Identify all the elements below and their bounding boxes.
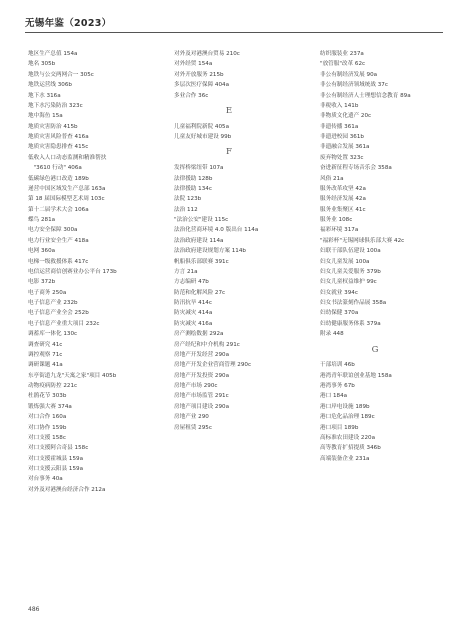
index-entry: "法治公安"建设 115c <box>174 217 229 223</box>
index-entry: 非遗融合发展 361a <box>320 144 370 151</box>
index-entry: 妇幼健康服务体系 379a <box>320 320 381 327</box>
index-entry: 杜鹃花节 303b <box>28 393 67 400</box>
index-entry: 防汛抗旱 414c <box>174 300 212 306</box>
index-entry: 房地产市场 290c <box>174 383 218 389</box>
index-entry: 妇女儿童发展 100a <box>320 258 370 265</box>
index-entry: 福彩环境 317a <box>320 227 359 234</box>
index-entry: 电信运营商信创赛业办公平台 173b <box>28 268 117 275</box>
index-entry: 调查研究 41c <box>28 341 63 348</box>
index-entry: 对口支援云阳县 159a <box>28 466 84 472</box>
index-entry: 港湾青年联谊创业基地 158a <box>320 372 392 379</box>
index-entry: 对口支援阿合奇县 158c <box>28 445 89 452</box>
index-entry: 非公有制经济领域统战 37c <box>320 82 388 89</box>
index-entry: 房屋租赁 295c <box>174 424 212 431</box>
index-entry: 电影 372b <box>28 279 56 286</box>
index-entry: 对口支援 158c <box>28 434 66 441</box>
index-entry: 港口危化品治理 189c <box>320 414 375 421</box>
index-entry: "放管服"改革 62c <box>320 61 366 68</box>
index-entry: 地铁与公交两网合一 305c <box>28 71 94 78</box>
index-entry: 非物质文化遗产 20c <box>320 113 372 120</box>
index-entry: 法治 112 <box>174 206 198 213</box>
index-entry: 妇女就业 394c <box>320 289 358 296</box>
index-entry: 对台事务 40a <box>28 476 63 483</box>
index-entry: 房地产市场监管 291c <box>174 393 229 400</box>
index-entry: 服务改革攻坚 42a <box>320 185 366 192</box>
index-entry: 房地产项目建设 290a <box>174 403 230 410</box>
index-entry: 防范和化解风险 27c <box>174 289 226 296</box>
index-column-3 <box>320 49 450 464</box>
index-entry: 电力安全保障 300a <box>28 227 78 234</box>
index-entry: 法治政府建设 114a <box>174 237 224 244</box>
index-entry: 法院 123b <box>174 196 202 203</box>
index-entry: 对口支援霍城县 159a <box>28 455 84 462</box>
index-entry: 港口项目 189b <box>320 424 359 431</box>
index-entry: 房地产开发投资 290a <box>174 372 230 379</box>
index-entry: 非遗传播 361a <box>320 123 359 130</box>
index-entry: 高等教育扩招提质 346b <box>320 445 381 452</box>
index-entry: 高标准农田建设 220a <box>320 434 376 441</box>
index-entry: 妇女儿童关爱服务 379b <box>320 268 381 275</box>
index-letter-heading: G <box>371 344 379 355</box>
index-entry: 对外经贸 154a <box>174 61 213 68</box>
index-entry: 非税收入 141b <box>320 102 359 109</box>
index-entry: 调控观察 71c <box>28 351 63 358</box>
index-entry: 儿童福利院新院 405a <box>174 123 230 130</box>
index-entry: 干部培训 46b <box>320 362 355 369</box>
index-entry: 法治化营商环境 4.0 版出台 114a <box>174 227 259 234</box>
index-entry: 房产经纪和中介机构 291c <box>174 341 240 348</box>
index-entry: 地中海鱼 15a <box>28 113 63 120</box>
index-entry: 方志编研 47b <box>174 279 209 286</box>
index-entry: 附录 448 <box>320 331 344 338</box>
index-entry: 高端装备企业 231a <box>320 455 370 462</box>
index-entry: 动物疫病防控 221c <box>28 383 78 389</box>
index-entry: "福彩杯"无锡网球俱乐部大赛 42c <box>320 237 405 244</box>
index-entry: 递营中国区域发生产总部 163a <box>28 185 106 192</box>
index-entry: 非公有制经济人士理想信念教育 89a <box>320 92 411 99</box>
index-entry: 地铁运营线 306b <box>28 82 72 89</box>
index-entry: 帆船俱乐部联赛 391c <box>174 258 229 265</box>
index-entry: 废弃物处置 323c <box>320 154 364 161</box>
index-entry: 港湾事务 67b <box>320 383 355 389</box>
index-entry: 电梯一级救援体系 417c <box>28 258 89 265</box>
index-entry: 防灾减灾 416a <box>174 320 213 327</box>
index-entry: 电子信息产业重大项目 232c <box>28 320 100 327</box>
index-entry: 服务业 108c <box>320 217 353 223</box>
index-entry: 房地产开发企业营商管理 290c <box>174 362 252 369</box>
index-entry: 低碳绿色港口改造 189b <box>28 175 89 182</box>
index-entry: 法律援助 134c <box>174 185 212 192</box>
index-entry: 风俗 21a <box>320 175 344 182</box>
index-entry: 非遗进校园 361b <box>320 134 364 140</box>
index-entry: 法律援助 128b <box>174 175 213 182</box>
index-entry: 地质灾害风险普查 416a <box>28 134 89 140</box>
index-entry: 儿童友好城市建设 99b <box>174 134 232 140</box>
index-entry: 奋进新征程专场音乐会 358a <box>320 165 392 172</box>
index-entry: "3610 行动" 406a <box>28 165 82 172</box>
index-entry: 非公有制经济发展 90a <box>320 71 378 78</box>
index-letter-heading: E <box>225 105 233 116</box>
index-letter-heading: F <box>226 147 232 158</box>
index-entry: 对口合作 160a <box>28 414 67 421</box>
index-entry: 纺织服装业 237a <box>320 51 364 57</box>
index-column-1 <box>28 49 158 495</box>
index-entry: 地下水 316a <box>28 92 61 99</box>
index-entry: 服务经济发展 42a <box>320 196 366 203</box>
index-entry: 方言 21a <box>174 268 198 275</box>
index-entry: 港口 184a <box>320 393 348 400</box>
index-entry: 地质灾害防治 415b <box>28 123 78 130</box>
index-entry: 多层次医疗保障 404a <box>174 82 230 89</box>
index-entry: 妇联干部队伍建设 100a <box>320 248 381 255</box>
index-entry: 低收入人口动态监测和精准帮扶 <box>28 154 107 161</box>
index-entry: 对外及对港澳台贸易 210c <box>174 51 240 57</box>
index-entry: 锻炼强大赛 374a <box>28 403 72 410</box>
index-entry: 东亭街道九龙"天寓之家"项目 405b <box>28 372 117 379</box>
index-entry: 对外及对港澳台经济合作 212a <box>28 486 106 493</box>
index-entry: 电子信息产业全会 252b <box>28 310 89 317</box>
index-entry: 电子商务 250a <box>28 289 67 296</box>
index-entry: 房地产开发经营 290a <box>174 351 230 358</box>
index-column-2 <box>174 49 304 433</box>
index-entry: 地质灾害隐患排查 415c <box>28 144 89 151</box>
index-entry: 房产测绘数据 292a <box>174 331 224 338</box>
index-entry: 发挥桥梁纽带 107a <box>174 165 224 172</box>
index-entry: 第 18 届国际模型艺术周 103c <box>28 196 105 203</box>
index-entry: 法治政府建设规划方案 114b <box>174 248 246 255</box>
index-entry: 地下水污染防治 323c <box>28 102 83 109</box>
index-entry: 妇幼保健 370a <box>320 310 359 317</box>
index-entry: 对外开放服务 215b <box>174 71 224 78</box>
index-entry: 蝶鸟 281a <box>28 217 56 223</box>
index-entry: 防灾减灾 414a <box>174 310 213 317</box>
page-number: 486 <box>28 606 40 613</box>
header-rule <box>25 32 443 33</box>
index-entry: 第十二届学术大会 106a <box>28 206 89 213</box>
index-entry: 电力行业安全生产 418a <box>28 237 89 244</box>
index-entry: 电网 360a <box>28 248 56 255</box>
index-entry: 房地产业 290 <box>174 414 209 421</box>
index-entry: 服务业集聚区 41c <box>320 206 366 213</box>
index-entry: 电子信息产业 232b <box>28 300 78 306</box>
index-entry: 妇女书法篆刻作品展 358a <box>320 300 387 306</box>
index-entry: 妇女儿童权益维护 99c <box>320 279 377 286</box>
index-entry: 地区生产总值 154a <box>28 51 78 57</box>
header-title: 无锡年鉴（2023） <box>25 18 112 29</box>
index-entry: 对口协作 159b <box>28 424 67 431</box>
index-entry: 调研课题 41a <box>28 362 63 369</box>
index-entry: 多业合作 36c <box>174 92 209 99</box>
index-entry: 地名 305b <box>28 61 56 68</box>
index-entry: 调蓄库一体化 130c <box>28 331 78 338</box>
index-entry: 港口岸电设施 189b <box>320 403 370 410</box>
